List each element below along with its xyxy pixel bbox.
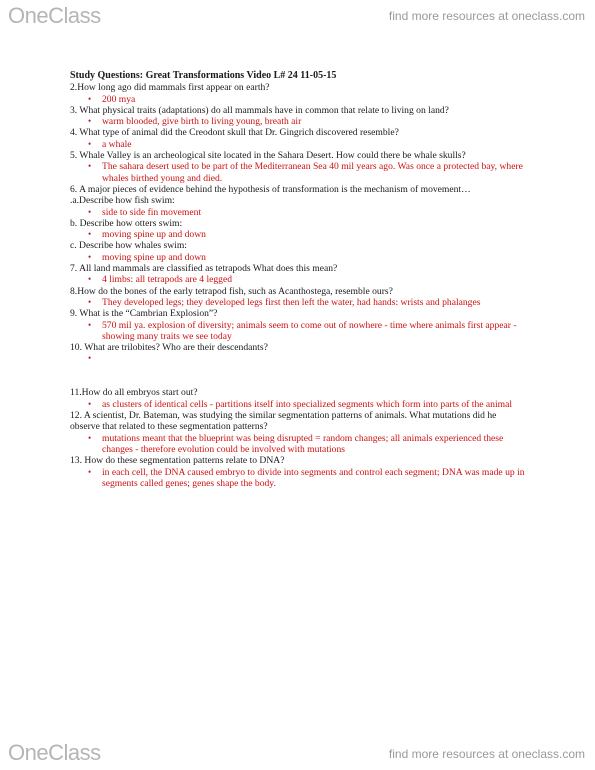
answer-bullet: • 200 mya <box>70 94 525 105</box>
question-text: 6. A major pieces of evidence behind the hypothesis of transformation is the mechanism of movement… <box>70 183 471 195</box>
answer-bullet: • moving spine up and down <box>70 229 525 240</box>
answer-bullet <box>70 353 525 375</box>
answer-bullet: • as clusters of identical cells - partitions itself into specialized segments which form into parts of the animal <box>70 399 525 410</box>
spacer <box>70 375 525 387</box>
answer-bullet: • 4 limbs: all tetrapods are 4 legged <box>70 274 525 285</box>
answer-bullet: • The sahara desert used to be part of the Mediterranean Sea 40 mil years ago. Was once a protected bay, where whales birthed young and died. <box>70 161 525 184</box>
question-text: 8.How do the bones of the early tetrapod fish, such as Acanthostega, resemble ours? <box>70 285 393 297</box>
answer-bullet: • 570 mil ya. explosion of diversity; animals seem to come out of nowhere - time where animals first appear - showing many traits we see today <box>70 320 525 343</box>
question-text: 12. A scientist, Dr. Bateman, was studying the similar segmentation patterns of animals. What mutations did he observe that related to these segmentation patterns? <box>70 410 497 433</box>
question-list <box>70 82 525 489</box>
question-text: b. Describe how otters swim: <box>70 217 183 229</box>
answer-bullet: • moving spine up and down <box>70 252 525 263</box>
answer-bullet: • mutations meant that the blueprint was being disrupted = random changes; all animals experienced these changes - therefore evolution could be involved with mutations <box>70 433 525 456</box>
question-text: c. Describe how whales swim: <box>70 240 187 252</box>
question-text: 2.How long ago did mammals first appear on earth? <box>70 82 270 94</box>
page-header <box>0 0 595 40</box>
question-text: .a.Describe how fish swim: <box>70 195 175 207</box>
answer-bullet: • warm blooded, give birth to living young, breath air <box>70 116 525 127</box>
header-tagline[interactable]: find more resources at oneclass.com <box>388 9 585 23</box>
footer-tagline[interactable]: find more resources at oneclass.com <box>388 747 585 761</box>
question-text: 3. What physical traits (adaptations) do all mammals have in common that relate to living on land? <box>70 104 449 116</box>
question-text: 4. What type of animal did the Creodont skull that Dr. Gingrich discovered resemble? <box>70 127 399 139</box>
answer-bullet: • a whale <box>70 139 525 150</box>
study-questions-document <box>70 70 525 489</box>
question-text: 5. Whale Valley is an archeological site located in the Sahara Desert. How could there be whale skulls? <box>70 150 466 162</box>
oneclass-logo[interactable]: OneClass <box>8 3 101 28</box>
oneclass-logo[interactable]: OneClass <box>8 740 101 765</box>
question-text: 11.How do all embryos start out? <box>70 387 198 399</box>
question-text: 13. How do these segmentation patterns relate to DNA? <box>70 455 285 467</box>
question-text: 7. All land mammals are classified as tetrapods What does this mean? <box>70 263 338 275</box>
page-footer <box>0 735 595 770</box>
document-title: Study Questions: Great Transformations Video L# 24 11-05-15 <box>70 70 337 81</box>
answer-bullet: • They developed legs; they developed legs first then left the water, had hands: wrists and phalanges <box>70 297 525 308</box>
question-text: 9. What is the “Cambrian Explosion”? <box>70 308 218 320</box>
answer-bullet: • side to side fin movement <box>70 207 525 218</box>
answer-bullet: • in each cell, the DNA caused embryo to divide into segments and control each segment; DNA was made up in segments called genes; genes shape the body. <box>70 467 525 490</box>
question-text: 10. What are trilobites? Who are their descendants? <box>70 342 268 354</box>
